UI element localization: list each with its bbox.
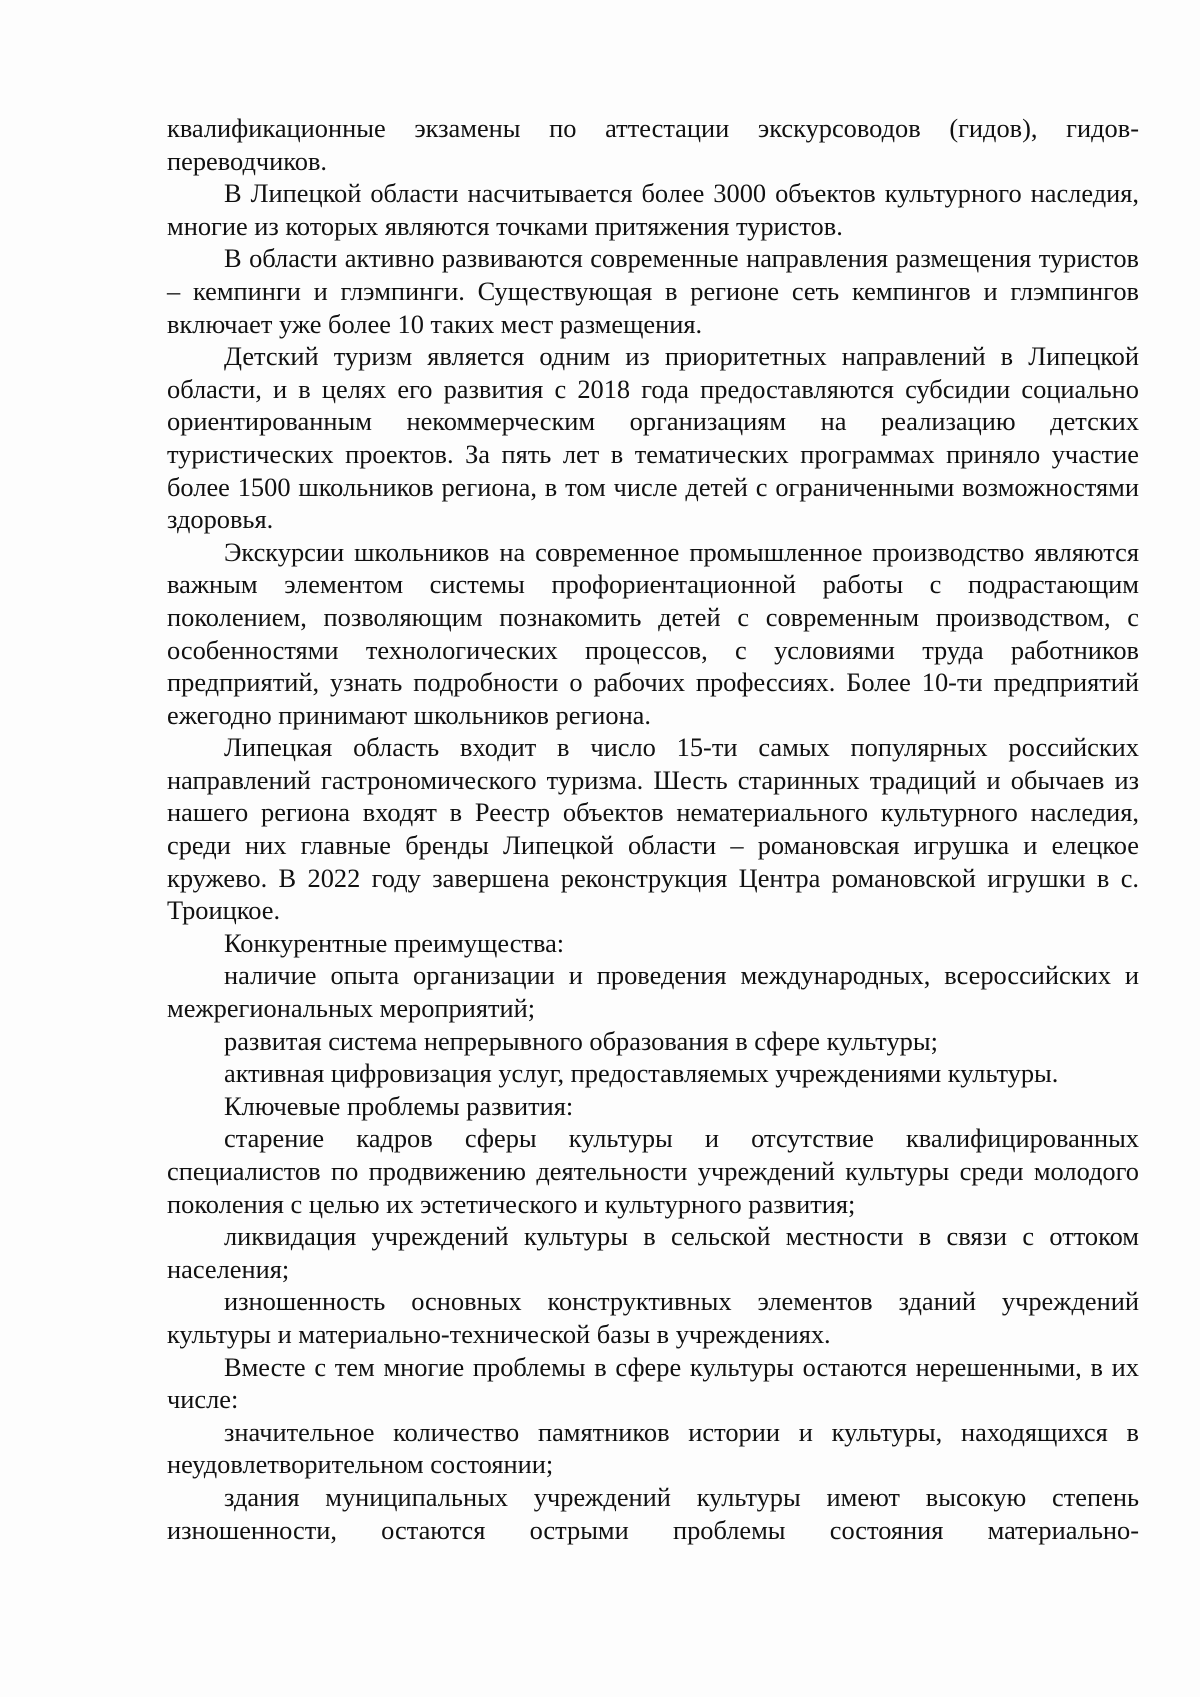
paragraph: Липецкая область входит в число 15-ти самых популярных российских направлений гастрономического туризма. Шесть старинных традиций и обычаев из нашего региона входят в Реестр объектов нематериального культурного наследия, среди них главные бренды Липецкой области – романовская игрушка и елецкое кружево. В 2022 году завершена реконструкция Центра романовской игрушки в с. Троицкое. <box>167 732 1139 926</box>
paragraph: Конкурентные преимущества: <box>224 927 565 958</box>
paragraph: значительное количество памятников истории и культуры, находящихся в неудовлетворительном состоянии; <box>167 1416 1139 1480</box>
paragraph: Вместе с тем многие проблемы в сфере культуры остаются нерешенными, в их числе: <box>167 1351 1139 1415</box>
paragraph: Экскурсии школьников на современное промышленное производство являются важным элементом системы профориентационной работы с подрастающим поколением, позволяющим познакомить детей с современным производством, с особенностями технологических процессов, с условиями труда работников предприятий, узнать подробности о рабочих профессиях. Более 10-ти предприятий ежегодно принимают школьников региона. <box>167 536 1139 730</box>
paragraph: активная цифровизация услуг, предоставляемых учреждениями культуры. <box>224 1058 1059 1089</box>
paragraph: изношенность основных конструктивных элементов зданий учреждений культуры и материально-технической базы в учреждениях. <box>167 1286 1139 1349</box>
paragraph: старение кадров сферы культуры и отсутствие квалифицированных специалистов по продвижению деятельности учреждений культуры среди молодого поколения с целью их эстетического и культурного развития; <box>167 1123 1139 1219</box>
paragraph: квалификационные экзамены по аттестации экскурсоводов (гидов), гидов-переводчиков. <box>167 113 1139 176</box>
paragraph: Ключевые проблемы развития: <box>224 1090 574 1121</box>
paragraph: наличие опыта организации и проведения международных, всероссийских и межрегиональных мероприятий; <box>167 960 1139 1024</box>
document-body <box>167 112 1139 1546</box>
paragraph: ликвидация учреждений культуры в сельской местности в связи с оттоком населения; <box>167 1221 1139 1284</box>
paragraph: развитая система непрерывного образования в сфере культуры; <box>224 1025 938 1056</box>
paragraph: Детский туризм является одним из приоритетных направлений в Липецкой области, и в целях его развития с 2018 года предоставляются субсидии социально ориентированным некоммерческим организациям на реализацию детских туристических проектов. За пять лет в тематических программах приняло участие более 1500 школьников региона, в том числе детей с ограниченными возможностями здоровья. <box>167 341 1139 535</box>
paragraph: В области активно развиваются современные направления размещения туристов – кемпинги и глэмпинги. Существующая в регионе сеть кемпингов и глэмпингов включает уже более 10 таких мест размещения. <box>167 243 1139 339</box>
paragraph: здания муниципальных учреждений культуры имеют высокую степень изношенности, остаются острыми проблемы состояния материально- <box>167 1481 1139 1545</box>
paragraph: В Липецкой области насчитывается более 3000 объектов культурного наследия, многие из которых являются точками притяжения туристов. <box>167 178 1139 241</box>
